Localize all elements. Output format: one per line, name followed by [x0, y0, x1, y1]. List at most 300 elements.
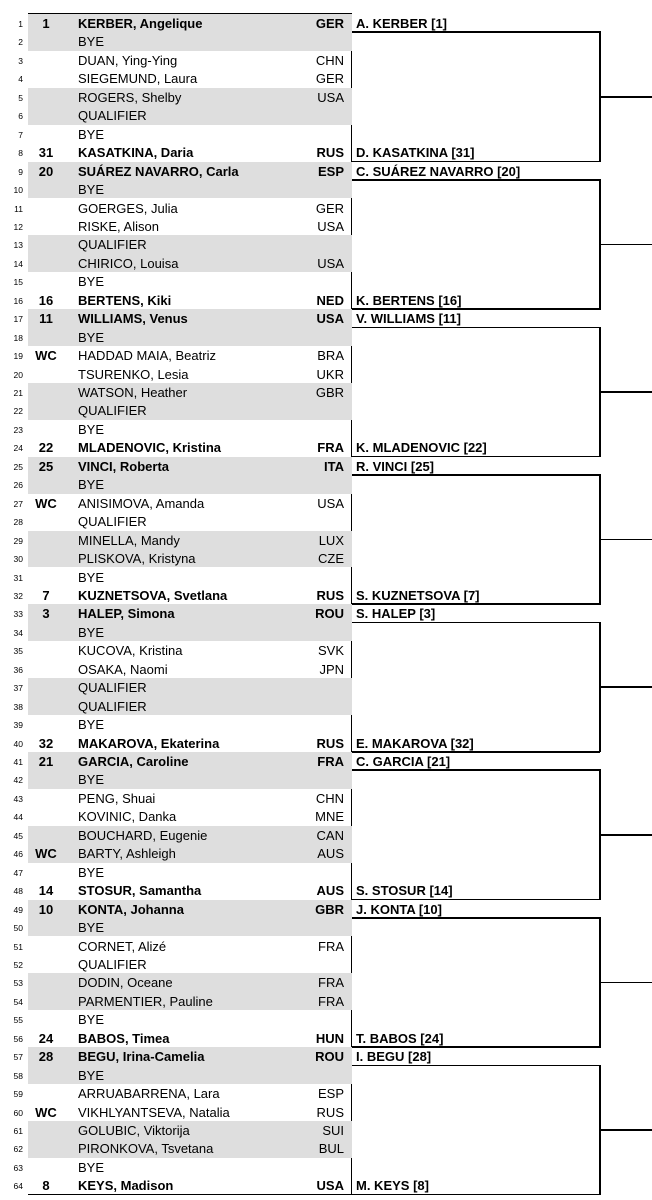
- round2-player: T. BABOS [24]: [356, 1030, 444, 1046]
- player-name: PLISKOVA, Kristyna: [78, 551, 196, 567]
- seed-label: WC: [35, 348, 57, 364]
- draw-row: [0, 1176, 352, 1194]
- row-shade: [28, 328, 352, 346]
- round2-player: J. KONTA [10]: [356, 901, 442, 917]
- draw-row: [0, 752, 352, 770]
- draw-row: [0, 88, 352, 106]
- player-name: VINCI, Roberta: [78, 458, 170, 474]
- draw-row: [0, 180, 352, 198]
- player-name: BYE: [78, 624, 105, 640]
- round2-player: S. STOSUR [14]: [356, 883, 453, 899]
- country-code: NED: [316, 292, 344, 308]
- round2-player: S. KUZNETSOVA [7]: [356, 587, 480, 603]
- draw-position: 43: [13, 793, 23, 804]
- player-name: PIRONKOVA, Tsvetana: [78, 1141, 214, 1157]
- draw-position: 57: [13, 1052, 23, 1063]
- draw-position: 15: [13, 277, 23, 288]
- country-code: SVK: [317, 643, 344, 659]
- draw-position: 56: [13, 1033, 23, 1044]
- draw-row: [0, 568, 352, 586]
- draw-row: [0, 770, 352, 788]
- round2-line: [352, 899, 600, 901]
- draw-row: [0, 937, 352, 955]
- draw-row: [0, 32, 352, 50]
- draw-position: 11: [14, 203, 23, 214]
- draw-row: [0, 1103, 352, 1121]
- row-shade: [28, 32, 352, 50]
- draw-row: [0, 291, 352, 309]
- draw-row: [0, 1010, 352, 1028]
- seed-label: 28: [38, 1049, 54, 1065]
- player-name: KUCOVA, Kristina: [78, 643, 183, 659]
- player-name: KASATKINA, Daria: [78, 145, 194, 161]
- draw-position: 42: [13, 775, 23, 786]
- draw-row: [0, 309, 352, 327]
- draw-row: [0, 881, 352, 899]
- country-code: ESP: [317, 163, 344, 179]
- round3-line: [600, 244, 652, 246]
- player-name: BYE: [78, 717, 105, 733]
- draw-position: 34: [13, 627, 23, 638]
- player-name: BEGU, Irina-Camelia: [78, 1049, 205, 1065]
- bottom-rule: [28, 1194, 352, 1195]
- row-shade: [28, 918, 352, 936]
- round2-line: [352, 1046, 600, 1048]
- country-code: USA: [316, 1178, 344, 1194]
- player-name: GOLUBIC, Viktorija: [78, 1123, 190, 1138]
- draw-position: 62: [13, 1144, 23, 1155]
- player-name: PARMENTIER, Pauline: [78, 993, 213, 1009]
- seed-label: WC: [35, 1104, 57, 1120]
- draw-row: [0, 604, 352, 622]
- draw-position: 23: [13, 424, 23, 435]
- seed-label: WC: [35, 495, 57, 511]
- draw-row: [0, 973, 352, 991]
- draw-position: 13: [13, 240, 23, 251]
- draw-row: [0, 1139, 352, 1157]
- draw-row: [0, 660, 352, 678]
- player-name: WATSON, Heather: [78, 385, 188, 400]
- draw-row: [0, 217, 352, 235]
- draw-row: [0, 14, 352, 32]
- draw-row: [0, 789, 352, 807]
- player-name: PENG, Shuai: [78, 790, 156, 806]
- seed-label: 14: [38, 883, 54, 899]
- draw-row: [0, 1047, 352, 1065]
- round2-line: [352, 1194, 600, 1196]
- draw-position: 63: [13, 1162, 23, 1173]
- country-code: AUS: [317, 846, 344, 862]
- player-name: KERBER, Angelique: [78, 16, 203, 31]
- country-code: USA: [317, 255, 344, 271]
- draw-row: [0, 475, 352, 493]
- country-code: USA: [316, 311, 344, 327]
- player-name: MAKAROVA, Ekaterina: [78, 735, 220, 751]
- round3-line: [600, 686, 652, 688]
- draw-position: 28: [13, 517, 23, 528]
- draw-position: 12: [13, 221, 23, 232]
- draw-position: 35: [13, 646, 23, 657]
- country-code: RUS: [316, 735, 344, 751]
- draw-position: 50: [13, 923, 23, 934]
- player-name: QUALIFIER: [78, 514, 147, 530]
- player-name: KOVINIC, Danka: [78, 809, 177, 825]
- draw-row: [0, 51, 352, 69]
- seed-label: 7: [42, 587, 50, 603]
- draw-position: 14: [13, 258, 23, 269]
- player-name: TSURENKO, Lesia: [78, 366, 189, 382]
- country-code: CHN: [315, 790, 344, 806]
- round2-line: [352, 161, 600, 163]
- player-name: QUALIFIER: [78, 698, 147, 714]
- seed-label: 31: [38, 145, 54, 161]
- round2-line: [352, 456, 600, 458]
- row-shade: [28, 697, 352, 715]
- round2-player: D. KASATKINA [31]: [356, 145, 475, 161]
- row-shade: [28, 235, 352, 253]
- player-name: BOUCHARD, Eugenie: [78, 827, 208, 843]
- player-name: OSAKA, Naomi: [78, 661, 168, 677]
- draw-position: 45: [13, 830, 23, 841]
- country-code: FRA: [318, 993, 344, 1009]
- draw-row: [0, 438, 352, 456]
- draw-position: 1: [18, 19, 23, 29]
- player-name: KUZNETSOVA, Svetlana: [78, 587, 228, 603]
- round2-player: K. BERTENS [16]: [356, 292, 462, 308]
- country-code: RUS: [316, 587, 344, 603]
- draw-row: [0, 457, 352, 475]
- seed-label: 24: [38, 1030, 54, 1046]
- draw-position: 2: [18, 37, 23, 48]
- country-code: JPN: [319, 661, 344, 677]
- draw-row: [0, 531, 352, 549]
- draw-position: 53: [13, 978, 23, 989]
- draw-position: 18: [13, 332, 23, 343]
- draw-row: [0, 125, 352, 143]
- round2-line: [352, 31, 600, 33]
- draw-position: 25: [13, 461, 23, 472]
- draw-row: [0, 272, 352, 290]
- country-code: USA: [317, 89, 344, 105]
- player-name: SIEGEMUND, Laura: [78, 71, 198, 87]
- draw-position: 46: [13, 849, 23, 860]
- draw-row: [0, 734, 352, 752]
- draw-row: [0, 328, 352, 346]
- country-code: FRA: [318, 938, 344, 954]
- country-code: FRA: [317, 440, 344, 456]
- draw-row: [0, 1084, 352, 1102]
- country-code: ROU: [315, 606, 344, 622]
- player-name: RISKE, Alison: [78, 218, 159, 234]
- country-code: ROU: [315, 1049, 344, 1065]
- seed-label: 8: [42, 1178, 50, 1194]
- draw-position: 26: [13, 480, 23, 491]
- row-shade: [28, 106, 352, 124]
- player-name: BYE: [78, 126, 105, 142]
- player-name: QUALIFIER: [78, 403, 147, 419]
- country-code: BUL: [318, 1141, 344, 1157]
- player-name: BYE: [78, 864, 105, 880]
- country-code: UKR: [316, 366, 344, 382]
- draw-position: 9: [18, 166, 23, 177]
- country-code: GBR: [315, 901, 344, 917]
- draw-position: 61: [13, 1126, 23, 1136]
- round3-line: [600, 96, 652, 98]
- draw-position: 44: [13, 812, 23, 823]
- country-code: SUI: [322, 1123, 344, 1138]
- round2-line: [352, 179, 600, 181]
- draw-position: 31: [13, 572, 23, 583]
- draw-position: 30: [13, 554, 23, 565]
- player-name: BYE: [78, 274, 105, 290]
- draw-row: [0, 235, 352, 253]
- draw-row: [0, 678, 352, 696]
- draw-row: [0, 549, 352, 567]
- draw-position: 32: [13, 590, 23, 601]
- draw-position: 6: [18, 111, 23, 122]
- draw-row: [0, 494, 352, 512]
- seed-label: 16: [38, 292, 54, 308]
- round2-line: [352, 622, 600, 624]
- round2-line: [352, 769, 600, 771]
- player-name: HADDAD MAIA, Beatriz: [78, 348, 216, 364]
- country-code: ESP: [317, 1086, 344, 1102]
- draw-position: 41: [13, 757, 23, 767]
- draw-position: 47: [13, 867, 23, 878]
- player-name: BYE: [78, 772, 105, 788]
- row-shade: [28, 475, 352, 493]
- seed-label: 21: [38, 754, 54, 769]
- player-name: GOERGES, Julia: [78, 200, 178, 216]
- seed-label: WC: [35, 846, 57, 862]
- draw-row: [0, 715, 352, 733]
- draw-row: [0, 69, 352, 87]
- draw-row: [0, 420, 352, 438]
- draw-row: [0, 826, 352, 844]
- row-shade: [28, 180, 352, 198]
- player-name: ANISIMOVA, Amanda: [78, 495, 205, 511]
- player-name: CORNET, Alizé: [78, 938, 167, 954]
- player-name: DUAN, Ying-Ying: [78, 52, 178, 68]
- country-code: RUS: [316, 1104, 344, 1120]
- round2-line: [352, 751, 600, 753]
- draw-position: 3: [18, 55, 23, 66]
- draw-row: [0, 162, 352, 180]
- round3-line: [600, 982, 652, 984]
- draw-position: 60: [13, 1107, 23, 1118]
- country-code: FRA: [317, 754, 344, 769]
- player-name: BYE: [78, 569, 105, 585]
- round3-line: [600, 1129, 652, 1131]
- draw-position: 48: [13, 886, 23, 897]
- draw-row: [0, 586, 352, 604]
- draw-position: 27: [13, 498, 23, 509]
- draw-position: 21: [13, 388, 23, 398]
- country-code: GER: [315, 16, 344, 31]
- player-name: BYE: [78, 1067, 105, 1083]
- player-name: BYE: [78, 329, 105, 345]
- draw-position: 37: [13, 683, 23, 694]
- seed-label: 22: [38, 440, 54, 456]
- round2-player: E. MAKAROVA [32]: [356, 735, 474, 751]
- draw-row: [0, 623, 352, 641]
- draw-row: [0, 844, 352, 862]
- draw-row: [0, 1158, 352, 1176]
- player-name: WILLIAMS, Venus: [78, 311, 188, 327]
- country-code: RUS: [316, 145, 344, 161]
- round3-line: [600, 834, 652, 836]
- round2-player: V. WILLIAMS [11]: [356, 311, 461, 327]
- draw-row: [0, 1029, 352, 1047]
- draw-position: 49: [13, 904, 23, 915]
- player-name: KEYS, Madison: [78, 1178, 174, 1194]
- seed-label: 25: [38, 458, 54, 474]
- draw-row: [0, 918, 352, 936]
- country-code: CZE: [318, 551, 344, 567]
- player-name: MLADENOVIC, Kristina: [78, 440, 222, 456]
- country-code: CAN: [316, 827, 344, 843]
- player-name: MINELLA, Mandy: [78, 532, 180, 548]
- round2-line: [352, 1065, 600, 1067]
- draw-row: [0, 955, 352, 973]
- draw-position: 59: [13, 1089, 23, 1100]
- player-name: BERTENS, Kiki: [78, 292, 172, 308]
- player-name: DODIN, Oceane: [78, 975, 173, 991]
- country-code: USA: [317, 495, 344, 511]
- draw-row: [0, 697, 352, 715]
- draw-position: 16: [13, 295, 23, 306]
- country-code: CHN: [315, 52, 344, 68]
- row-shade: [28, 770, 352, 788]
- draw-row: [0, 641, 352, 659]
- player-name: QUALIFIER: [78, 956, 147, 972]
- row-shade: [28, 1066, 352, 1084]
- player-name: BYE: [78, 1012, 105, 1028]
- country-code: BRA: [317, 348, 344, 364]
- draw-position: 4: [18, 74, 23, 85]
- country-code: MNE: [315, 809, 344, 825]
- draw-row: [0, 383, 352, 401]
- round2-player: K. MLADENOVIC [22]: [356, 440, 487, 456]
- player-name: QUALIFIER: [78, 680, 147, 696]
- draw-position: 54: [13, 996, 23, 1007]
- row-shade: [28, 678, 352, 696]
- draw-position: 52: [13, 959, 23, 970]
- round2-line: [352, 308, 600, 310]
- round2-line: [352, 603, 600, 605]
- draw-position: 22: [13, 406, 23, 417]
- draw-row: [0, 401, 352, 419]
- player-name: HALEP, Simona: [78, 606, 175, 622]
- draw-position: 8: [18, 148, 23, 159]
- player-name: QUALIFIER: [78, 237, 147, 253]
- player-name: GARCIA, Caroline: [78, 754, 189, 769]
- player-name: VIKHLYANTSEVA, Natalia: [78, 1104, 230, 1120]
- draw-row: [0, 992, 352, 1010]
- draw-row: [0, 900, 352, 918]
- country-code: FRA: [318, 975, 344, 991]
- round2-player: M. KEYS [8]: [356, 1178, 429, 1194]
- draw-position: 7: [18, 129, 23, 140]
- country-code: GBR: [315, 385, 344, 400]
- row-shade: [28, 623, 352, 641]
- draw-row: [0, 512, 352, 530]
- draw-position: 40: [13, 738, 23, 749]
- draw-position: 36: [13, 664, 23, 675]
- round2-player: A. KERBER [1]: [356, 16, 448, 31]
- seed-label: 3: [42, 606, 50, 622]
- draw-position: 19: [13, 351, 23, 362]
- player-name: ARRUABARRENA, Lara: [78, 1086, 220, 1102]
- player-name: ROGERS, Shelby: [78, 89, 182, 105]
- country-code: AUS: [316, 883, 344, 899]
- round2-line: [352, 474, 600, 476]
- player-name: BYE: [78, 34, 105, 50]
- player-name: BYE: [78, 477, 105, 493]
- draw-position: 5: [18, 92, 23, 103]
- draw-position: 17: [13, 314, 23, 325]
- draw-position: 64: [13, 1181, 23, 1192]
- round2-player: C. SUÁREZ NAVARRO [20]: [356, 163, 521, 179]
- draw-row: [0, 1066, 352, 1084]
- player-name: BYE: [78, 182, 105, 198]
- player-name: KONTA, Johanna: [78, 901, 184, 917]
- draw-position: 38: [13, 701, 23, 712]
- round2-player: I. BEGU [28]: [356, 1049, 432, 1065]
- round2-player: R. VINCI [25]: [356, 458, 435, 474]
- draw-row: [0, 1121, 352, 1139]
- draw-position: 58: [13, 1070, 23, 1081]
- draw-position: 29: [13, 535, 23, 546]
- country-code: USA: [317, 218, 344, 234]
- seed-label: 11: [39, 311, 53, 327]
- draw-position: 55: [13, 1015, 23, 1026]
- row-shade: [28, 401, 352, 419]
- draw-row: [0, 254, 352, 272]
- draw-row: [0, 863, 352, 881]
- round2-player: C. GARCIA [21]: [356, 754, 451, 769]
- player-name: BABOS, Timea: [78, 1030, 170, 1046]
- draw-position: 33: [13, 609, 23, 620]
- draw-position: 10: [13, 185, 23, 196]
- draw-row: [0, 106, 352, 124]
- player-name: CHIRICO, Louisa: [78, 255, 179, 271]
- country-code: LUX: [318, 532, 344, 548]
- seed-label: 20: [38, 163, 54, 179]
- country-code: GER: [315, 200, 344, 216]
- draw-row: [0, 807, 352, 825]
- country-code: HUN: [315, 1030, 344, 1046]
- seed-label: 1: [42, 16, 50, 31]
- country-code: GER: [315, 71, 344, 87]
- player-name: BYE: [78, 421, 105, 437]
- draw-position: 20: [13, 369, 23, 380]
- player-name: STOSUR, Samantha: [78, 883, 202, 899]
- draw-row: [0, 143, 352, 161]
- player-name: BYE: [78, 1159, 105, 1175]
- draw-row: [0, 346, 352, 364]
- draw-row: [0, 199, 352, 217]
- draw-position: 51: [13, 941, 23, 952]
- round3-line: [600, 539, 652, 541]
- round2-line: [352, 917, 600, 919]
- round2-line: [352, 327, 600, 329]
- country-code: ITA: [324, 458, 344, 474]
- draw-position: 39: [13, 720, 23, 731]
- player-name: BARTY, Ashleigh: [78, 846, 176, 862]
- seed-label: 32: [38, 735, 54, 751]
- seed-label: 10: [38, 901, 54, 917]
